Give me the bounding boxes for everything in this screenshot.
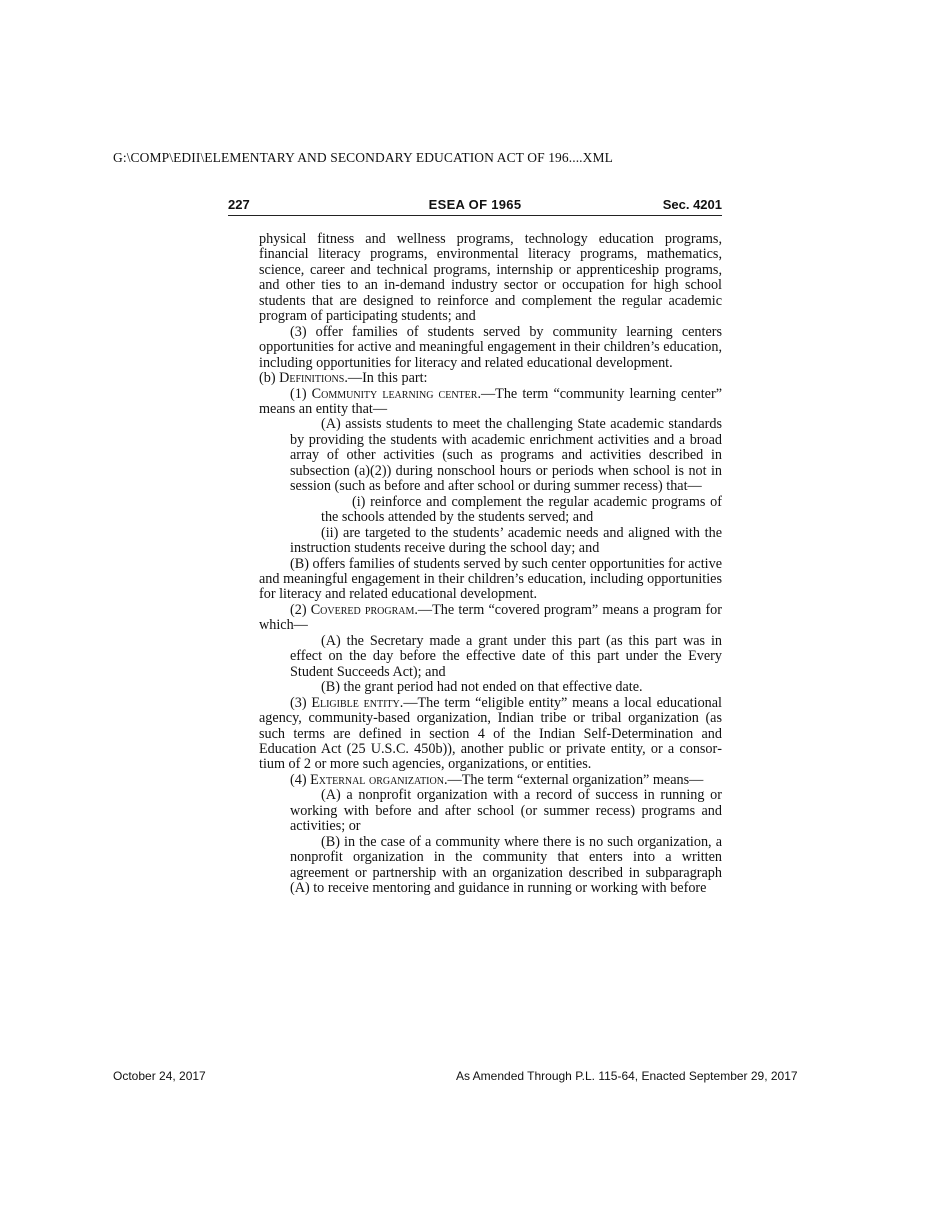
- definition-1: [259, 387, 722, 418]
- section-number: Sec. 4201: [662, 197, 722, 212]
- definition-2-prefix: (2): [290, 601, 311, 618]
- definition-1-term: Community learning center: [311, 385, 478, 402]
- definition-2-B: (B) the grant period had not ended on that effective date.: [321, 679, 643, 696]
- subsection-b-rest: .—In this part:: [344, 370, 428, 387]
- running-head-title: ESEA OF 1965: [428, 197, 522, 212]
- definition-4-B: (B) in the case of a community where there is no such organization, a nonprofit organization in the community that enters into a written agreement or partnership with an organization described in subparagraph (A) to receive mentoring and guidance in running or working with before: [290, 833, 722, 897]
- definition-4-prefix: (4): [290, 771, 311, 788]
- definition-4: [259, 773, 722, 788]
- definition-4-rest: .—The term “external organization” means—: [443, 771, 704, 788]
- definition-4-A: (A) a nonprofit organization with a record of success in running or working with before and after school (or summer recess) programs and activities; or: [290, 787, 722, 835]
- definition-1-A: (A) assists students to meet the challenging State academic standards by providing the students with academic enrichment activities and a broad array of other activities (such as programs and activities described in subsection (a)(2)) during nonschool hours or periods when school is not in session (such as before and after school or during summer recess) that—: [290, 416, 722, 495]
- paragraph-a3: (3) offer families of students served by community learning centers opportunities for active and meaningful engagement in their children’s education, including opportunities for literacy and related educational development.: [259, 323, 722, 371]
- definition-1-rest: .—The term “community learning center” means an entity that—: [259, 385, 723, 417]
- subsection-b-heading: [259, 371, 722, 386]
- paragraph-continued: physical fitness and wellness programs, technology education programs, financial literacy programs, environmental literacy programs, mathematics, science, career and technical programs, internship or apprenticeship programs, and other ties to an in-demand industry sector or occupation for high school students that are designed to reinforce and complement the regular academic program of participating students; and: [259, 231, 722, 325]
- definition-1-A-ii: (ii) are targeted to the students’ academic needs and aligned with the instruction students receive during the school day; and: [290, 524, 722, 557]
- document-body: [259, 232, 722, 896]
- definition-2-rest: .—The term “covered program” means a program for which—: [259, 601, 722, 634]
- footer-date: October 24, 2017: [113, 1069, 206, 1083]
- definition-2: [259, 603, 722, 634]
- subsection-b-prefix: (b): [259, 370, 280, 387]
- subsection-b-term: Definitions: [279, 370, 345, 387]
- definition-4-term: External organization: [310, 771, 444, 788]
- definition-3-prefix: (3): [290, 694, 312, 711]
- definition-2-term: Covered program: [310, 601, 415, 618]
- definition-3-term: Eligible entity: [311, 694, 400, 711]
- file-path-header: G:\COMP\EDII\ELEMENTARY AND SECONDARY EDUCATION ACT OF 196....XML: [113, 150, 613, 165]
- running-head: [228, 197, 722, 216]
- definition-1-A-i: (i) reinforce and complement the regular academic programs of the schools attended by the students served; and: [321, 493, 722, 526]
- page-number: 227: [228, 197, 250, 212]
- definition-1-prefix: (1): [290, 385, 312, 402]
- definition-2-A: (A) the Secretary made a grant under this part (as this part was in effect on the day before the effective date of this part under the Every Student Succeeds Act); and: [290, 632, 722, 680]
- definition-1-B: (B) offers families of students served by such center opportunities for active and meaningful engagement in their children’s education, including opportunities for literacy and related educational development.: [259, 555, 722, 603]
- definition-3-rest: .—The term “eligible entity” means a local educational agency, community-based organization, Indian tribe or tribal organization (as such terms are defined in section 4 of the Indian Self-Determination and Education Act (25 U.S.C. 450b)), another public or private entity, or a consortium of 2 or more such agencies, organizations, or entities.: [259, 694, 722, 773]
- definition-3: [259, 696, 722, 773]
- footer-amended-note: As Amended Through P.L. 115-64, Enacted September 29, 2017: [456, 1069, 798, 1083]
